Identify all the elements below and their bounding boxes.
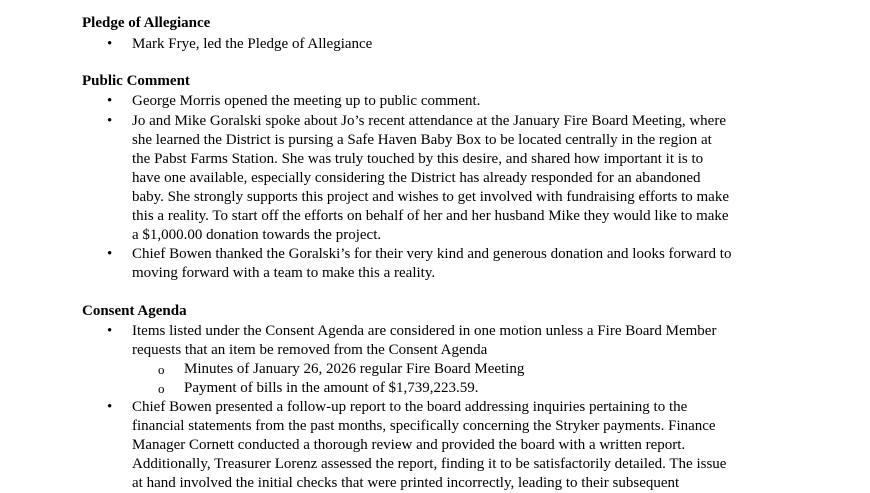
text-line: Additionally, Treasurer Lorenz assessed the report, finding it to be satisfactorily detailed. The issue [132,456,727,472]
text-line: she learned the District is pursing a Safe Haven Baby Box to be located centrally in the region at [132,132,712,148]
bullet-icon [107,35,112,54]
bullet-icon [107,398,112,417]
text-line: Items listed under the Consent Agenda are considered in one motion unless a Fire Board Member [132,323,717,339]
section-heading-pledge: Pledge of Allegiance [82,15,211,31]
text-line: moving forward with a team to make this a reality. [132,265,436,281]
text-line: the Pabst Farms Station. She was truly touched by this desire, and shared how important it is to [132,151,704,167]
bullet-icon [107,112,112,131]
text-line: baby. She strongly supports this project and wishes to get involved with fundraising efforts to make [132,189,729,205]
text-line: this a reality. To start off the efforts on behalf of her and her husband Mike they would like to make [132,208,729,224]
text-line: George Morris opened the meeting up to public comment. [132,93,481,109]
text-line: have one available, especially considering the District has already responded for an abandoned [132,170,701,186]
sub-item-text: Minutes of January 26, 2026 regular Fire Board Meeting [184,361,525,377]
text-line: Mark Frye, led the Pledge of Allegiance [132,36,373,52]
text-line: at hand involved the initial checks that were printed incorrectly, leading to their subsequent [132,475,680,491]
text-line: Jo and Mike Goralski spoke about Jo’s recent attendance at the January Fire Board Meeting, where [132,113,726,129]
section-heading-consent-agenda: Consent Agenda [82,303,187,319]
text-line: Chief Bowen presented a follow-up report to the board addressing inquiries pertaining to the [132,399,688,415]
bullet-icon [107,92,112,111]
sub-item-text: Payment of bills in the amount of $1,739,223.59. [184,380,479,396]
text-line: a $1,000.00 donation towards the project. [132,227,382,243]
text-line: Chief Bowen thanked the Goralski’s for their very kind and generous donation and looks forward to [132,246,732,262]
circle-bullet-icon [158,379,165,399]
text-line: Manager Cornett conducted a thorough review and provided the board with a written report. [132,437,686,453]
section-heading-public-comment: Public Comment [82,73,190,89]
text-line: financial statements from the past months, specifically concerning the Stryker payments. Finance [132,418,716,434]
circle-bullet-icon [158,360,165,380]
bullet-icon [107,322,112,341]
text-line: requests that an item be removed from the Consent Agenda [132,342,488,358]
bullet-icon [107,245,112,264]
